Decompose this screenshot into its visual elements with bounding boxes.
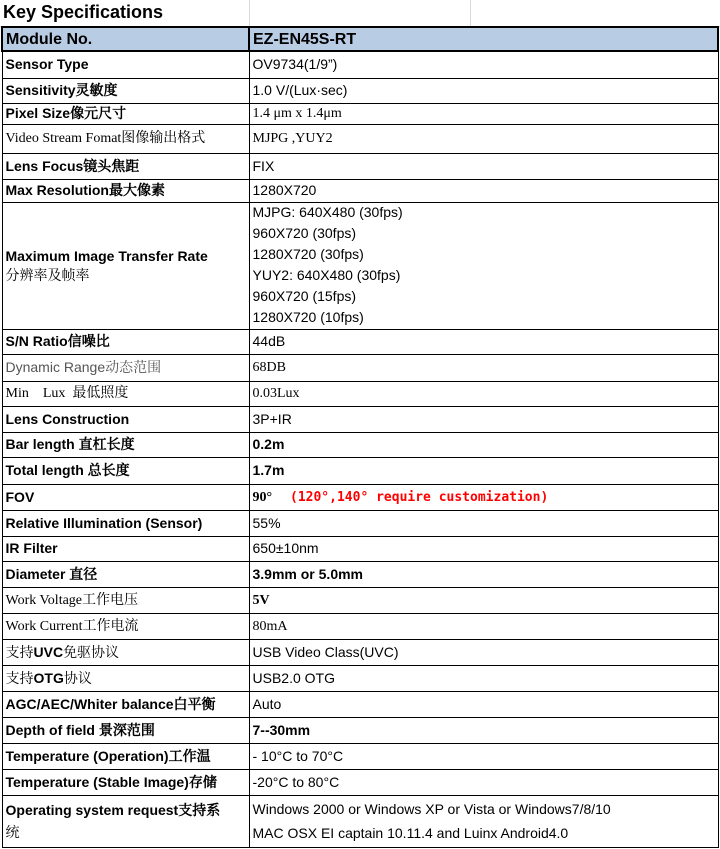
table-row [2, 78, 718, 103]
row-label: IR Filter [2, 536, 249, 561]
label-prefix: 支持 [5, 643, 34, 660]
table-row [2, 769, 718, 795]
table-row [2, 457, 718, 484]
header-value: EZ-EN45S-RT [249, 27, 718, 51]
transfer-rate-line: MJPG: 640X480 (30fps) [252, 203, 403, 220]
os-label-line: Operating system request支持系 [5, 802, 221, 818]
fov-customization-note: (120°,140° require customization) [290, 490, 549, 505]
transfer-rate-line: 1280X720 (30fps) [252, 245, 364, 262]
row-value: 55% [249, 510, 718, 536]
table-row [2, 536, 718, 561]
table-row [2, 743, 718, 769]
row-label: Depth of field 景深范围 [2, 717, 249, 743]
row-value: OV9734(1/9”) [249, 51, 718, 78]
row-label: AGC/AEC/Whiter balance白平衡 [2, 691, 249, 717]
row-value: MJPG ,YUY2 [249, 124, 718, 153]
table-row [2, 613, 718, 639]
transfer-rate-line: YUY2: 640X480 (30fps) [252, 266, 401, 283]
label-keyword: OTG [33, 669, 64, 686]
table-row [2, 665, 718, 691]
row-label: Diameter 直径 [2, 561, 249, 587]
row-label: Lens Focus镜头焦距 [2, 153, 249, 179]
row-value: Auto [249, 691, 718, 717]
row-value: 3P+IR [249, 406, 718, 432]
row-value: 3.9mm or 5.0mm [249, 561, 718, 587]
row-value: USB2.0 OTG [249, 665, 718, 691]
row-value: USB Video Class(UVC) [249, 639, 718, 665]
row-value: 650±10nm [249, 536, 718, 561]
table-row [2, 103, 718, 124]
row-value [249, 202, 718, 329]
transfer-rate-line: 960X720 (30fps) [252, 224, 357, 241]
row-label: Bar length 直杠长度 [2, 432, 249, 457]
row-value: 0.2m [249, 432, 718, 457]
row-value [249, 484, 718, 510]
row-value: 80mA [249, 613, 718, 639]
table-row [2, 153, 718, 179]
table-row [2, 124, 718, 153]
row-label: Sensitivity灵敏度 [2, 78, 249, 103]
row-value: 44dB [249, 329, 718, 354]
row-value: 1.7m [249, 457, 718, 484]
table-row [2, 587, 718, 613]
row-label [2, 202, 249, 329]
table-row [2, 354, 718, 381]
table-row [2, 432, 718, 457]
label-suffix: 免驱协议 [63, 643, 120, 660]
table-row [2, 561, 718, 587]
grid-line [470, 0, 471, 26]
table-row [2, 406, 718, 432]
row-value: 1.0 V/(Lux·sec) [249, 78, 718, 103]
os-label-line: 统 [5, 824, 20, 840]
row-label: Work Voltage工作电压 [2, 587, 249, 613]
row-value: 1.4 μm x 1.4μm [249, 103, 718, 124]
row-label [2, 795, 249, 847]
table-row [2, 381, 718, 406]
header-label: Module No. [2, 27, 249, 51]
grid-line [249, 0, 250, 26]
row-label [2, 639, 249, 665]
table-row [2, 717, 718, 743]
fov-value: 90° [252, 490, 273, 505]
row-label: Relative Illumination (Sensor) [2, 510, 249, 536]
row-label: S/N Ratio信噪比 [2, 329, 249, 354]
row-label: Video Stream Fomat图像输出格式 [2, 124, 249, 153]
row-value: 68DB [249, 354, 718, 381]
row-label: FOV [2, 484, 249, 510]
label-prefix: 支持 [5, 669, 34, 686]
row-label: Max Resolution最大像素 [2, 179, 249, 202]
row-label: Pixel Size像元尺寸 [2, 103, 249, 124]
table-row [2, 329, 718, 354]
row-label: Sensor Type [2, 51, 249, 78]
table-row [2, 179, 718, 202]
row-label: Temperature (Stable Image)存储 [2, 769, 249, 795]
label-keyword: UVC [33, 643, 64, 660]
table-row [2, 484, 718, 510]
transfer-rate-line: 1280X720 (10fps) [252, 308, 364, 325]
row-value: 7--30mm [249, 717, 718, 743]
table-row [2, 202, 718, 329]
table-row [2, 51, 718, 78]
row-value: - 10°C to 70°C [249, 743, 718, 769]
page-title: Key Specifications [3, 2, 164, 22]
row-value: -20°C to 80°C [249, 769, 718, 795]
os-value-line: Windows 2000 or Windows XP or Vista or Windows7/8/10 [252, 801, 611, 817]
row-value: 1280X720 [249, 179, 718, 202]
row-label: Work Current工作电流 [2, 613, 249, 639]
row-label: Min Lux 最低照度 [2, 381, 249, 406]
row-label: Temperature (Operation)工作温 [2, 743, 249, 769]
row-label: Lens Construction [2, 406, 249, 432]
os-value-line: MAC OSX EI captain 10.11.4 and Luinx Android4.0 [252, 825, 569, 841]
row-label: Dynamic Range动态范围 [2, 354, 249, 381]
table-row [2, 795, 718, 847]
row-value [249, 795, 718, 847]
row-value: 5V [249, 587, 718, 613]
row-label: Total length 总长度 [2, 457, 249, 484]
transfer-rate-line: 960X720 (15fps) [252, 287, 357, 304]
table-row [2, 639, 718, 665]
row-label [2, 665, 249, 691]
row-value: 0.03Lux [249, 381, 718, 406]
row-label-en: Maximum Image Transfer Rate [5, 247, 208, 264]
row-value: FIX [249, 153, 718, 179]
spec-table [1, 26, 719, 848]
table-row [2, 510, 718, 536]
label-suffix: 协议 [63, 669, 92, 686]
row-label-cn: 分辨率及帧率 [5, 266, 90, 283]
table-row [2, 691, 718, 717]
table-header-row [2, 27, 718, 51]
